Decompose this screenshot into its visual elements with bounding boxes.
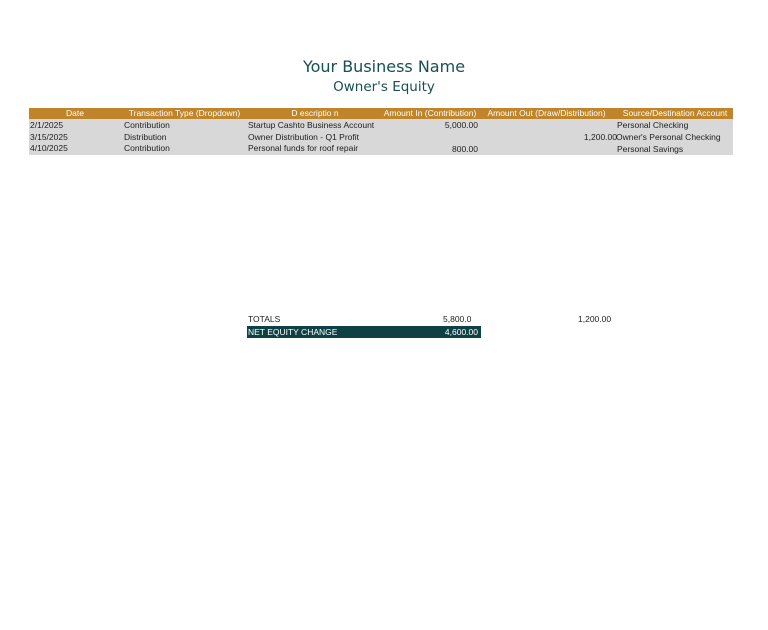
cell-transaction-type[interactable]: Contribution	[124, 120, 170, 130]
cell-description[interactable]: Owner Distribution - Q1 Profit	[248, 132, 360, 142]
cell-amount-in[interactable]: 800.00	[452, 144, 478, 154]
col-header-description[interactable]: D escriptio n	[291, 108, 339, 118]
cell-transaction-type[interactable]: Distribution	[124, 132, 167, 142]
net-equity-change-row	[247, 326, 481, 338]
cell-account[interactable]: Owner's Personal Checking	[616, 132, 721, 142]
cell-account[interactable]: Personal Savings	[617, 144, 684, 154]
table-row	[29, 143, 733, 154]
net-equity-value[interactable]: 4,600.00	[444, 327, 478, 337]
table-row	[29, 132, 733, 143]
equity-table	[29, 108, 733, 155]
cell-description[interactable]: Personal funds for roof repair	[248, 143, 359, 153]
cell-transaction-type[interactable]: Contribution	[124, 143, 170, 153]
table-row	[29, 120, 733, 131]
cell-date[interactable]: 2/1/2025	[30, 120, 64, 130]
table-header-row	[29, 108, 733, 119]
net-equity-label[interactable]: NET EQUITY CHANGE	[248, 327, 338, 337]
cell-amount-out[interactable]: 1,200.00	[583, 132, 617, 142]
cell-description[interactable]: Startup Cashto Business Account	[248, 120, 375, 130]
cell-account[interactable]: Personal Checking	[617, 120, 689, 130]
col-header-transaction-type[interactable]: Transaction Type (Dropdown)	[128, 108, 241, 118]
col-header-account[interactable]: Source/Destination Account	[622, 108, 728, 118]
cell-date[interactable]: 3/15/2025	[30, 132, 68, 142]
cell-amount-in[interactable]: 5,000.00	[444, 120, 478, 130]
business-name: Your Business Name	[302, 57, 466, 76]
totals-row	[248, 314, 618, 326]
col-header-amount-out[interactable]: Amount Out (Draw/Distribution)	[487, 108, 606, 118]
col-header-date[interactable]: Date	[66, 108, 84, 118]
totals-amount-in[interactable]: 5,800.0	[443, 314, 472, 324]
totals-amount-out[interactable]: 1,200.00	[578, 314, 612, 324]
table-body	[29, 119, 733, 155]
totals-label[interactable]: TOTALS	[248, 314, 281, 324]
col-header-amount-in[interactable]: Amount In (Contribution)	[383, 108, 477, 118]
cell-date[interactable]: 4/10/2025	[30, 143, 68, 153]
sheet-subtitle: Owner's Equity	[333, 79, 435, 95]
